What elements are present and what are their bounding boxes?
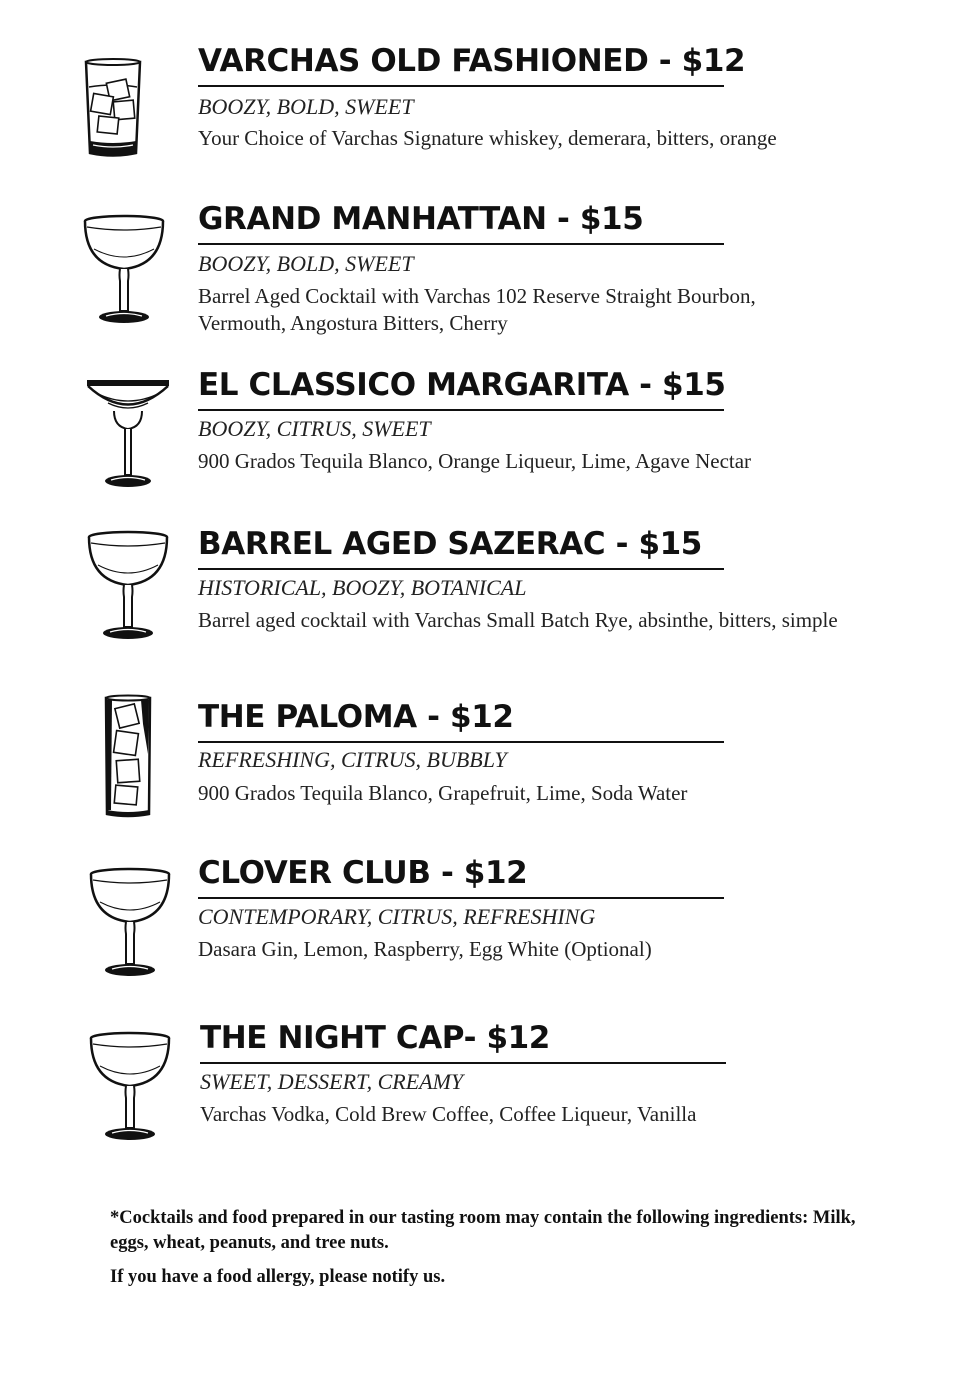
item-tags: BOOZY, CITRUS, SWEET [198, 416, 431, 441]
title-divider [198, 741, 724, 743]
item-description: Barrel aged cocktail with Varchas Small Batch Rye, absinthe, bitters, simple [198, 608, 838, 632]
item-title: BARREL AGED SAZERAC - $15 [198, 526, 702, 562]
coupe-glass-icon [88, 866, 172, 980]
item-description: Dasara Gin, Lemon, Raspberry, Egg White (Optional) [198, 937, 652, 961]
allergy-request: If you have a food allergy, please notify us. [110, 1267, 446, 1287]
item-tags: SWEET, DESSERT, CREAMY [200, 1069, 464, 1094]
item-title: CLOVER CLUB - $12 [198, 855, 528, 891]
coupe-glass-icon [88, 1030, 172, 1144]
coupe-glass-icon [86, 529, 170, 643]
item-tags: CONTEMPORARY, CITRUS, REFRESHING [198, 904, 596, 929]
item-tags: BOOZY, BOLD, SWEET [198, 94, 414, 119]
title-divider [198, 243, 724, 245]
item-tags: BOOZY, BOLD, SWEET [198, 251, 414, 276]
title-divider [198, 897, 724, 899]
allergen-notice: *Cocktails and food prepared in our tasting room may contain the following ingredients: Milk, eggs, wheat, peanuts, and tree nuts. [110, 1208, 856, 1253]
rocks-glass-icon [84, 57, 142, 159]
item-description: Varchas Vodka, Cold Brew Coffee, Coffee Liqueur, Vanilla [200, 1102, 697, 1126]
item-title: THE PALOMA - $12 [198, 699, 514, 735]
item-description: Barrel Aged Cocktail with Varchas 102 Reserve Straight Bourbon, Vermouth, Angostura Bitters, Cherry [198, 284, 756, 335]
item-title: VARCHAS OLD FASHIONED - $12 [198, 43, 746, 79]
title-divider [200, 1062, 726, 1064]
highball-glass-icon [103, 694, 153, 820]
title-divider [198, 568, 724, 570]
item-description: 900 Grados Tequila Blanco, Grapefruit, Lime, Soda Water [198, 781, 688, 805]
margarita-glass-icon [86, 379, 170, 491]
item-title: EL CLASSICO MARGARITA - $15 [198, 367, 726, 403]
title-divider [198, 409, 724, 411]
title-divider [198, 85, 724, 87]
item-title: THE NIGHT CAP- $12 [200, 1020, 550, 1056]
item-description: 900 Grados Tequila Blanco, Orange Liqueur, Lime, Agave Nectar [198, 449, 752, 473]
coupe-glass-icon [82, 213, 166, 327]
item-title: GRAND MANHATTAN - $15 [198, 201, 644, 237]
item-tags: HISTORICAL, BOOZY, BOTANICAL [198, 575, 527, 600]
item-description: Your Choice of Varchas Signature whiskey, demerara, bitters, orange [198, 126, 777, 150]
item-tags: REFRESHING, CITRUS, BUBBLY [198, 747, 507, 772]
